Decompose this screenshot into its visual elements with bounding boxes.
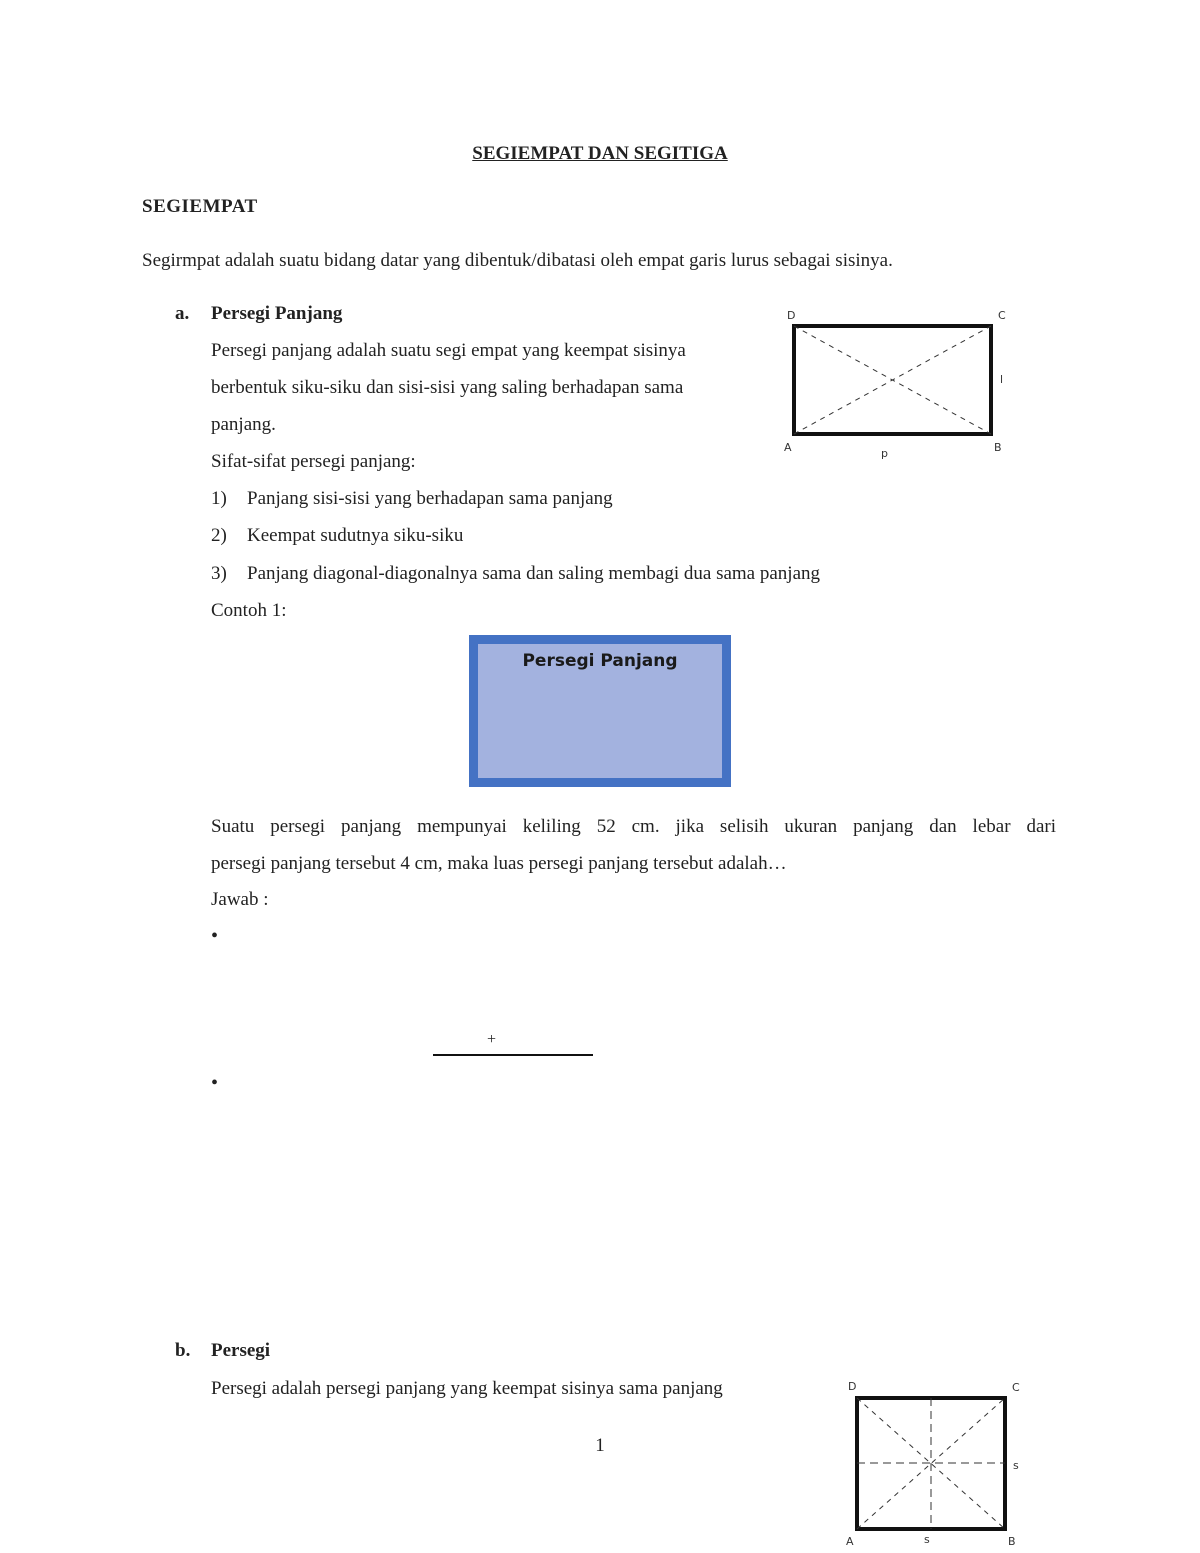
example-rectangle-box (469, 635, 731, 787)
sum-line (433, 1054, 593, 1056)
vertex-label-b: B (994, 441, 1002, 454)
plus-sign: + (487, 1031, 497, 1048)
problem-line: Suatu persegi panjang mempunyai keliling 52 cm. jika selisih ukuran panjang dan lebar dari (211, 816, 1056, 837)
vertex-label-d: D (848, 1380, 857, 1393)
width-label: l (1000, 373, 1004, 386)
definition-line: berbentuk siku-siku dan sisi-sisi yang saling berhadapan sama (211, 377, 684, 398)
persegi-definition: Persegi adalah persegi panjang yang keempat sisinya sama panjang (211, 1378, 723, 1399)
vertex-label-a: A (784, 441, 792, 454)
vertex-label-b: B (1008, 1535, 1016, 1548)
vertex-label-c: C (998, 309, 1006, 322)
vertex-label-d: D (787, 309, 796, 322)
page-title: SEGIEMPAT DAN SEGITIGA (472, 143, 728, 164)
property-number: 1) (211, 488, 227, 509)
property-number: 2) (211, 525, 227, 546)
property-text: Panjang sisi-sisi yang berhadapan sama panjang (247, 488, 613, 509)
square-diagram (840, 1375, 1040, 1553)
example-box-label: Persegi Panjang (522, 651, 678, 671)
vertex-label-c: C (1012, 1381, 1020, 1394)
intro-paragraph: Segirmpat adalah suatu bidang datar yang dibentuk/dibatasi oleh empat garis lurus sebagai sisinya. (142, 250, 893, 271)
definition-line: Persegi panjang adalah suatu segi empat yang keempat sisinya (211, 340, 686, 361)
answer-heading: Jawab : (211, 889, 269, 910)
section-heading: SEGIEMPAT (142, 196, 258, 217)
bullet-point: • (211, 1072, 219, 1094)
property-text: Panjang diagonal-diagonalnya sama dan saling membagi dua sama panjang (247, 563, 820, 584)
length-label: p (881, 447, 888, 460)
list-marker-b: b. (175, 1340, 191, 1361)
vertex-label-a: A (846, 1535, 854, 1548)
definition-line: panjang. (211, 414, 276, 435)
property-text: Keempat sudutnya siku-siku (247, 525, 464, 546)
example-heading: Contoh 1: (211, 600, 287, 621)
properties-heading: Sifat-sifat persegi panjang: (211, 451, 416, 472)
subheading-persegi: Persegi (211, 1340, 271, 1361)
problem-line: persegi panjang tersebut 4 cm, maka luas persegi panjang tersebut adalah… (211, 853, 787, 874)
property-number: 3) (211, 563, 227, 584)
list-marker-a: a. (175, 303, 190, 324)
page-number: 1 (595, 1435, 605, 1456)
subheading-persegi-panjang: Persegi Panjang (211, 303, 343, 324)
side-label-bottom: s (924, 1533, 930, 1546)
rectangle-diagram (780, 305, 1020, 465)
side-label-right: s (1013, 1459, 1019, 1472)
bullet-point: • (211, 925, 219, 947)
